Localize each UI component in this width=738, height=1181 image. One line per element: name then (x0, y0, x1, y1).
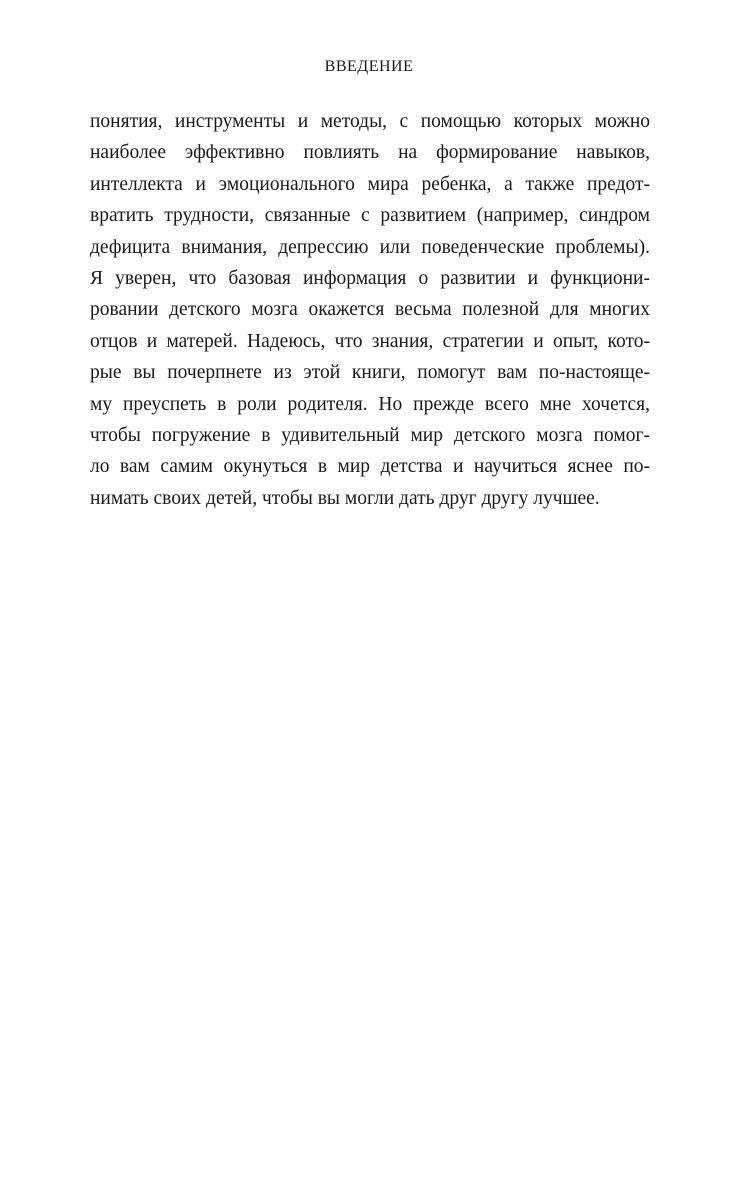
text-line: наиболее эффективно повлиять на формирование навыков, (90, 142, 650, 164)
body-paragraph (90, 106, 650, 514)
text-line: чтобы погружение в удивительный мир детского мозга помог- (90, 424, 650, 446)
text-line: ло вам самим окунуться в мир детства и научиться яснее по- (90, 456, 650, 478)
text-line: вратить трудности, связанные с развитием (например, синдром (90, 205, 650, 227)
text-line: ровании детского мозга окажется весьма полезной для многих (90, 299, 650, 321)
text-line: рые вы почерпнете из этой книги, помогут вам по-настояще- (90, 362, 650, 384)
text-line-last: нимать своих детей, чтобы вы могли дать друг другу лучшее. (90, 487, 600, 509)
text-line: дефицита внимания, депрессию или поведенческие проблемы). (90, 236, 650, 258)
text-line: Я уверен, что базовая информация о развитии и функциони- (90, 267, 650, 289)
running-head: ВВЕДЕНИЕ (324, 58, 414, 75)
text-line: му преуспеть в роли родителя. Но прежде всего мне хочется, (90, 393, 650, 415)
text-line: интеллекта и эмоционального мира ребенка, а также предот- (90, 173, 650, 195)
text-line: понятия, инструменты и методы, с помощью которых можно (90, 111, 650, 132)
text-line: отцов и матерей. Надеюсь, что знания, стратегии и опыт, кото- (90, 330, 650, 352)
